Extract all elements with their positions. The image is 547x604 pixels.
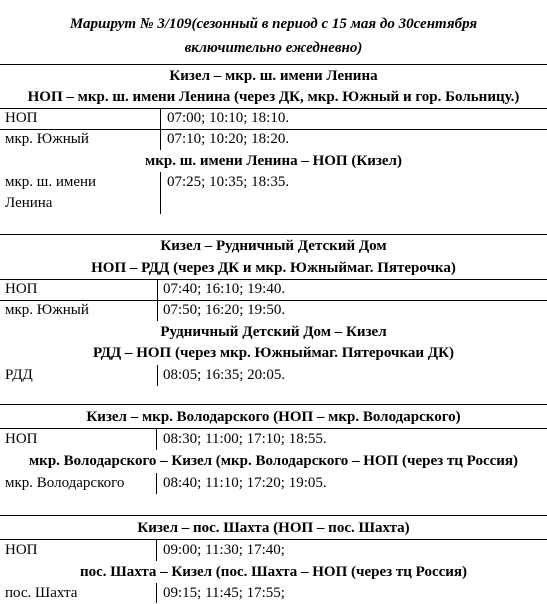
stop-name: пос. Шахта: [5, 585, 78, 601]
column-separator: [157, 279, 158, 321]
column-separator: [160, 108, 161, 150]
route-title: Кизел – Рудничный Детский Дом: [160, 238, 387, 254]
table-row: [0, 279, 547, 300]
direction-heading: пос. Шахта – Кизел (пос. Шахта – НОП (через тц Россия): [79, 564, 468, 580]
stop-name: мкр. Южный: [5, 131, 89, 147]
stop-name: НОП: [5, 110, 38, 126]
direction-heading: НОП – мкр. ш. имени Ленина (через ДК, мкр. Южный и гор. Больницу.): [27, 89, 520, 105]
departure-times: 08:40; 11:10; 17:20; 19:05.: [163, 475, 327, 491]
direction-heading: мкр. ш. имени Ленина – НОП (Кизел): [145, 153, 402, 169]
departure-times: 07:10; 10:20; 18:20.: [167, 131, 290, 147]
stop-name: РДД: [5, 367, 33, 383]
direction-heading: РДД – НОП (через мкр. Южныймаг. Пятерочкаи ДК): [93, 345, 454, 361]
route-title: Кизел – мкр. Володарского (НОП – мкр. Володарского): [86, 409, 461, 425]
table-row: [0, 108, 547, 129]
departure-times: 09:00; 11:30; 17:40;: [163, 542, 285, 558]
departure-times: 07:00; 10:10; 18:10.: [167, 110, 290, 126]
title-line-2: включительно ежедневно): [184, 40, 363, 56]
document-title: [0, 12, 547, 60]
stop-name: мкр. Южный: [5, 302, 89, 318]
departure-times: 09:15; 11:45; 17:55;: [163, 585, 285, 601]
departure-times: 07:40; 16:10; 19:40.: [163, 281, 286, 297]
table-row: [0, 129, 547, 150]
table-row: [0, 300, 547, 321]
table-row: [0, 365, 547, 386]
stop-name: НОП: [5, 431, 38, 447]
title-line-1: Маршрут № 3/109(сезонный в период с 15 мая до 30сентября: [69, 16, 478, 32]
table-row: [0, 583, 547, 604]
column-separator: [157, 365, 158, 386]
column-separator: [156, 473, 157, 494]
table-row: [0, 172, 547, 214]
table-row: [0, 473, 547, 494]
departure-times: 07:25; 10:35; 18:35.: [167, 174, 290, 190]
section-divider: [0, 404, 547, 405]
section-divider: [0, 515, 547, 516]
direction-heading: мкр. Володарского – Кизел (мкр. Володарского – НОП (через тц Россия): [28, 453, 519, 469]
departure-times: 07:50; 16:20; 19:50.: [163, 302, 286, 318]
stop-name-line-2: Ленина: [5, 195, 53, 211]
stop-name: мкр. Володарского: [5, 475, 125, 491]
table-row: [0, 429, 547, 450]
section-divider: [0, 64, 547, 65]
section-divider: [0, 234, 547, 235]
column-separator: [156, 583, 157, 603]
stop-name: НОП: [5, 281, 38, 297]
column-separator: [160, 172, 161, 214]
departure-times: 08:30; 11:00; 17:10; 18:55.: [163, 431, 327, 447]
table-row: [0, 540, 547, 561]
stop-name-line-1: мкр. ш. имени: [5, 174, 97, 190]
column-separator: [156, 429, 157, 450]
route-title: Кизел – мкр. ш. имени Ленина: [169, 68, 378, 84]
route-title: Рудничный Детский Дом – Кизел: [160, 324, 387, 340]
direction-heading: НОП – РДД (через ДК и мкр. Южныймаг. Пятерочка): [91, 260, 456, 276]
stop-name: НОП: [5, 542, 38, 558]
route-title: Кизел – пос. Шахта (НОП – пос. Шахта): [137, 520, 410, 536]
column-separator: [156, 540, 157, 561]
departure-times: 08:05; 16:35; 20:05.: [163, 367, 286, 383]
